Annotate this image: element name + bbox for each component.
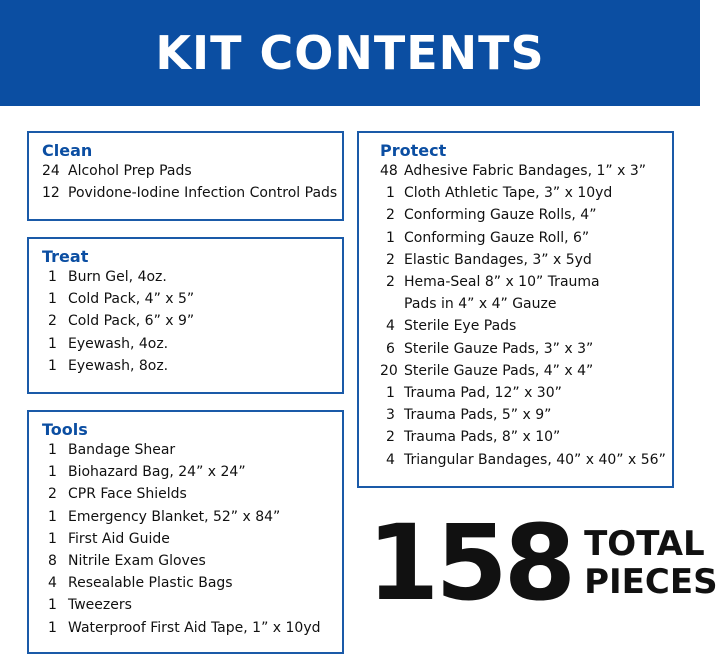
list-item	[380, 449, 672, 471]
item-name: Trauma Pads, 8” x 10”	[404, 429, 561, 446]
list-item	[42, 266, 342, 288]
section-title: Tools	[42, 420, 88, 439]
list-item	[380, 204, 672, 226]
item-name: Povidone-Iodine Infection Control Pads	[68, 185, 338, 202]
item-name: First Aid Guide	[68, 530, 170, 547]
list-item	[380, 360, 672, 382]
item-quantity: 4	[386, 318, 395, 335]
total-label-line2: PIECES	[584, 562, 718, 602]
item-quantity: 1	[48, 597, 57, 614]
item-quantity: 24	[42, 163, 60, 179]
item-name: Burn Gel, 4oz.	[68, 269, 167, 285]
section-tools	[27, 410, 344, 654]
item-quantity: 4	[48, 575, 57, 592]
item-quantity: 1	[48, 335, 57, 352]
item-quantity: 2	[386, 251, 395, 268]
item-quantity: 3	[386, 407, 395, 424]
item-name: Conforming Gauze Roll, 6”	[404, 229, 590, 246]
item-list	[42, 160, 342, 204]
item-name: Cold Pack, 4” x 5”	[68, 291, 195, 308]
item-quantity: 2	[386, 274, 395, 291]
item-list	[42, 266, 342, 377]
list-item	[42, 528, 342, 550]
section-title: Clean	[42, 141, 93, 160]
list-item	[42, 572, 342, 594]
item-name: Hema-Seal 8” x 10” Trauma	[404, 274, 600, 291]
item-name: Trauma Pads, 5” x 9”	[404, 407, 552, 424]
item-quantity: 1	[386, 229, 395, 246]
list-item	[380, 404, 672, 426]
item-quantity: 1	[48, 291, 57, 308]
item-name: Trauma Pad, 12” x 30”	[404, 385, 562, 402]
item-name: Sterile Gauze Pads, 4” x 4”	[404, 362, 594, 379]
list-item	[42, 594, 342, 616]
item-quantity: 4	[386, 451, 395, 468]
item-quantity: 8	[48, 553, 57, 570]
list-item	[42, 550, 342, 572]
item-name: Conforming Gauze Rolls, 4”	[404, 207, 597, 224]
header-banner	[0, 0, 700, 106]
list-item	[42, 483, 342, 505]
item-list	[380, 160, 672, 471]
item-quantity: 1	[48, 357, 57, 374]
list-item	[42, 439, 342, 461]
item-name: Waterproof First Aid Tape, 1” x 10yd	[68, 619, 321, 636]
section-title: Treat	[42, 247, 89, 266]
section-clean	[27, 131, 344, 221]
item-quantity: 1	[386, 385, 395, 402]
list-item	[42, 506, 342, 528]
list-item	[380, 315, 672, 337]
list-item	[42, 333, 342, 355]
item-name: Alcohol Prep Pads	[68, 163, 192, 179]
item-quantity: 6	[386, 340, 395, 357]
total-number: 158	[367, 502, 573, 624]
item-name: Bandage Shear	[68, 442, 176, 458]
item-quantity: 12	[42, 185, 60, 202]
total-label	[584, 525, 717, 601]
item-name: Cloth Athletic Tape, 3” x 10yd	[404, 185, 613, 202]
item-quantity: 2	[386, 429, 395, 446]
item-quantity: 1	[48, 508, 57, 525]
list-item	[380, 293, 672, 315]
total-label-line1: TOTAL	[584, 524, 705, 564]
item-name: Triangular Bandages, 40” x 40” x 56”	[404, 451, 666, 468]
item-name: Cold Pack, 6” x 9”	[68, 313, 195, 330]
item-name: Adhesive Fabric Bandages, 1” x 3”	[404, 163, 646, 179]
item-name: Eyewash, 8oz.	[68, 357, 169, 374]
item-name: Nitrile Exam Gloves	[68, 553, 206, 570]
list-item	[42, 182, 342, 204]
item-name: Elastic Bandages, 3” x 5yd	[404, 251, 592, 268]
item-name: CPR Face Shields	[68, 486, 187, 503]
item-name: Resealable Plastic Bags	[68, 575, 233, 592]
item-name: Tweezers	[68, 597, 132, 614]
total-pieces	[367, 503, 718, 623]
item-quantity: 2	[386, 207, 395, 224]
item-list	[42, 439, 342, 639]
list-item	[380, 249, 672, 271]
item-quantity: 2	[48, 486, 57, 503]
page-title: KIT CONTENTS	[155, 26, 545, 80]
list-item	[380, 382, 672, 404]
item-quantity: 1	[48, 619, 57, 636]
list-item	[380, 227, 672, 249]
list-item	[42, 288, 342, 310]
item-quantity: 1	[386, 185, 395, 202]
item-quantity: 20	[380, 362, 398, 379]
item-quantity: 1	[48, 530, 57, 547]
item-quantity: 1	[48, 269, 57, 285]
list-item	[42, 617, 342, 639]
item-name: Sterile Gauze Pads, 3” x 3”	[404, 340, 594, 357]
section-treat	[27, 237, 344, 394]
list-item	[380, 271, 672, 293]
item-name: Biohazard Bag, 24” x 24”	[68, 464, 246, 481]
item-name: Eyewash, 4oz.	[68, 335, 169, 352]
item-name: Pads in 4” x 4” Gauze	[404, 296, 557, 313]
list-item	[42, 355, 342, 377]
list-item	[380, 338, 672, 360]
list-item	[42, 310, 342, 332]
item-name: Emergency Blanket, 52” x 84”	[68, 508, 281, 525]
item-quantity: 1	[48, 464, 57, 481]
list-item	[380, 426, 672, 448]
section-title: Protect	[380, 141, 447, 160]
section-protect	[357, 131, 674, 488]
list-item	[380, 160, 672, 182]
item-quantity: 1	[48, 442, 57, 458]
item-name: Sterile Eye Pads	[404, 318, 517, 335]
item-quantity: 48	[380, 163, 398, 179]
list-item	[380, 182, 672, 204]
item-quantity: 2	[48, 313, 57, 330]
list-item	[42, 160, 342, 182]
list-item	[42, 461, 342, 483]
